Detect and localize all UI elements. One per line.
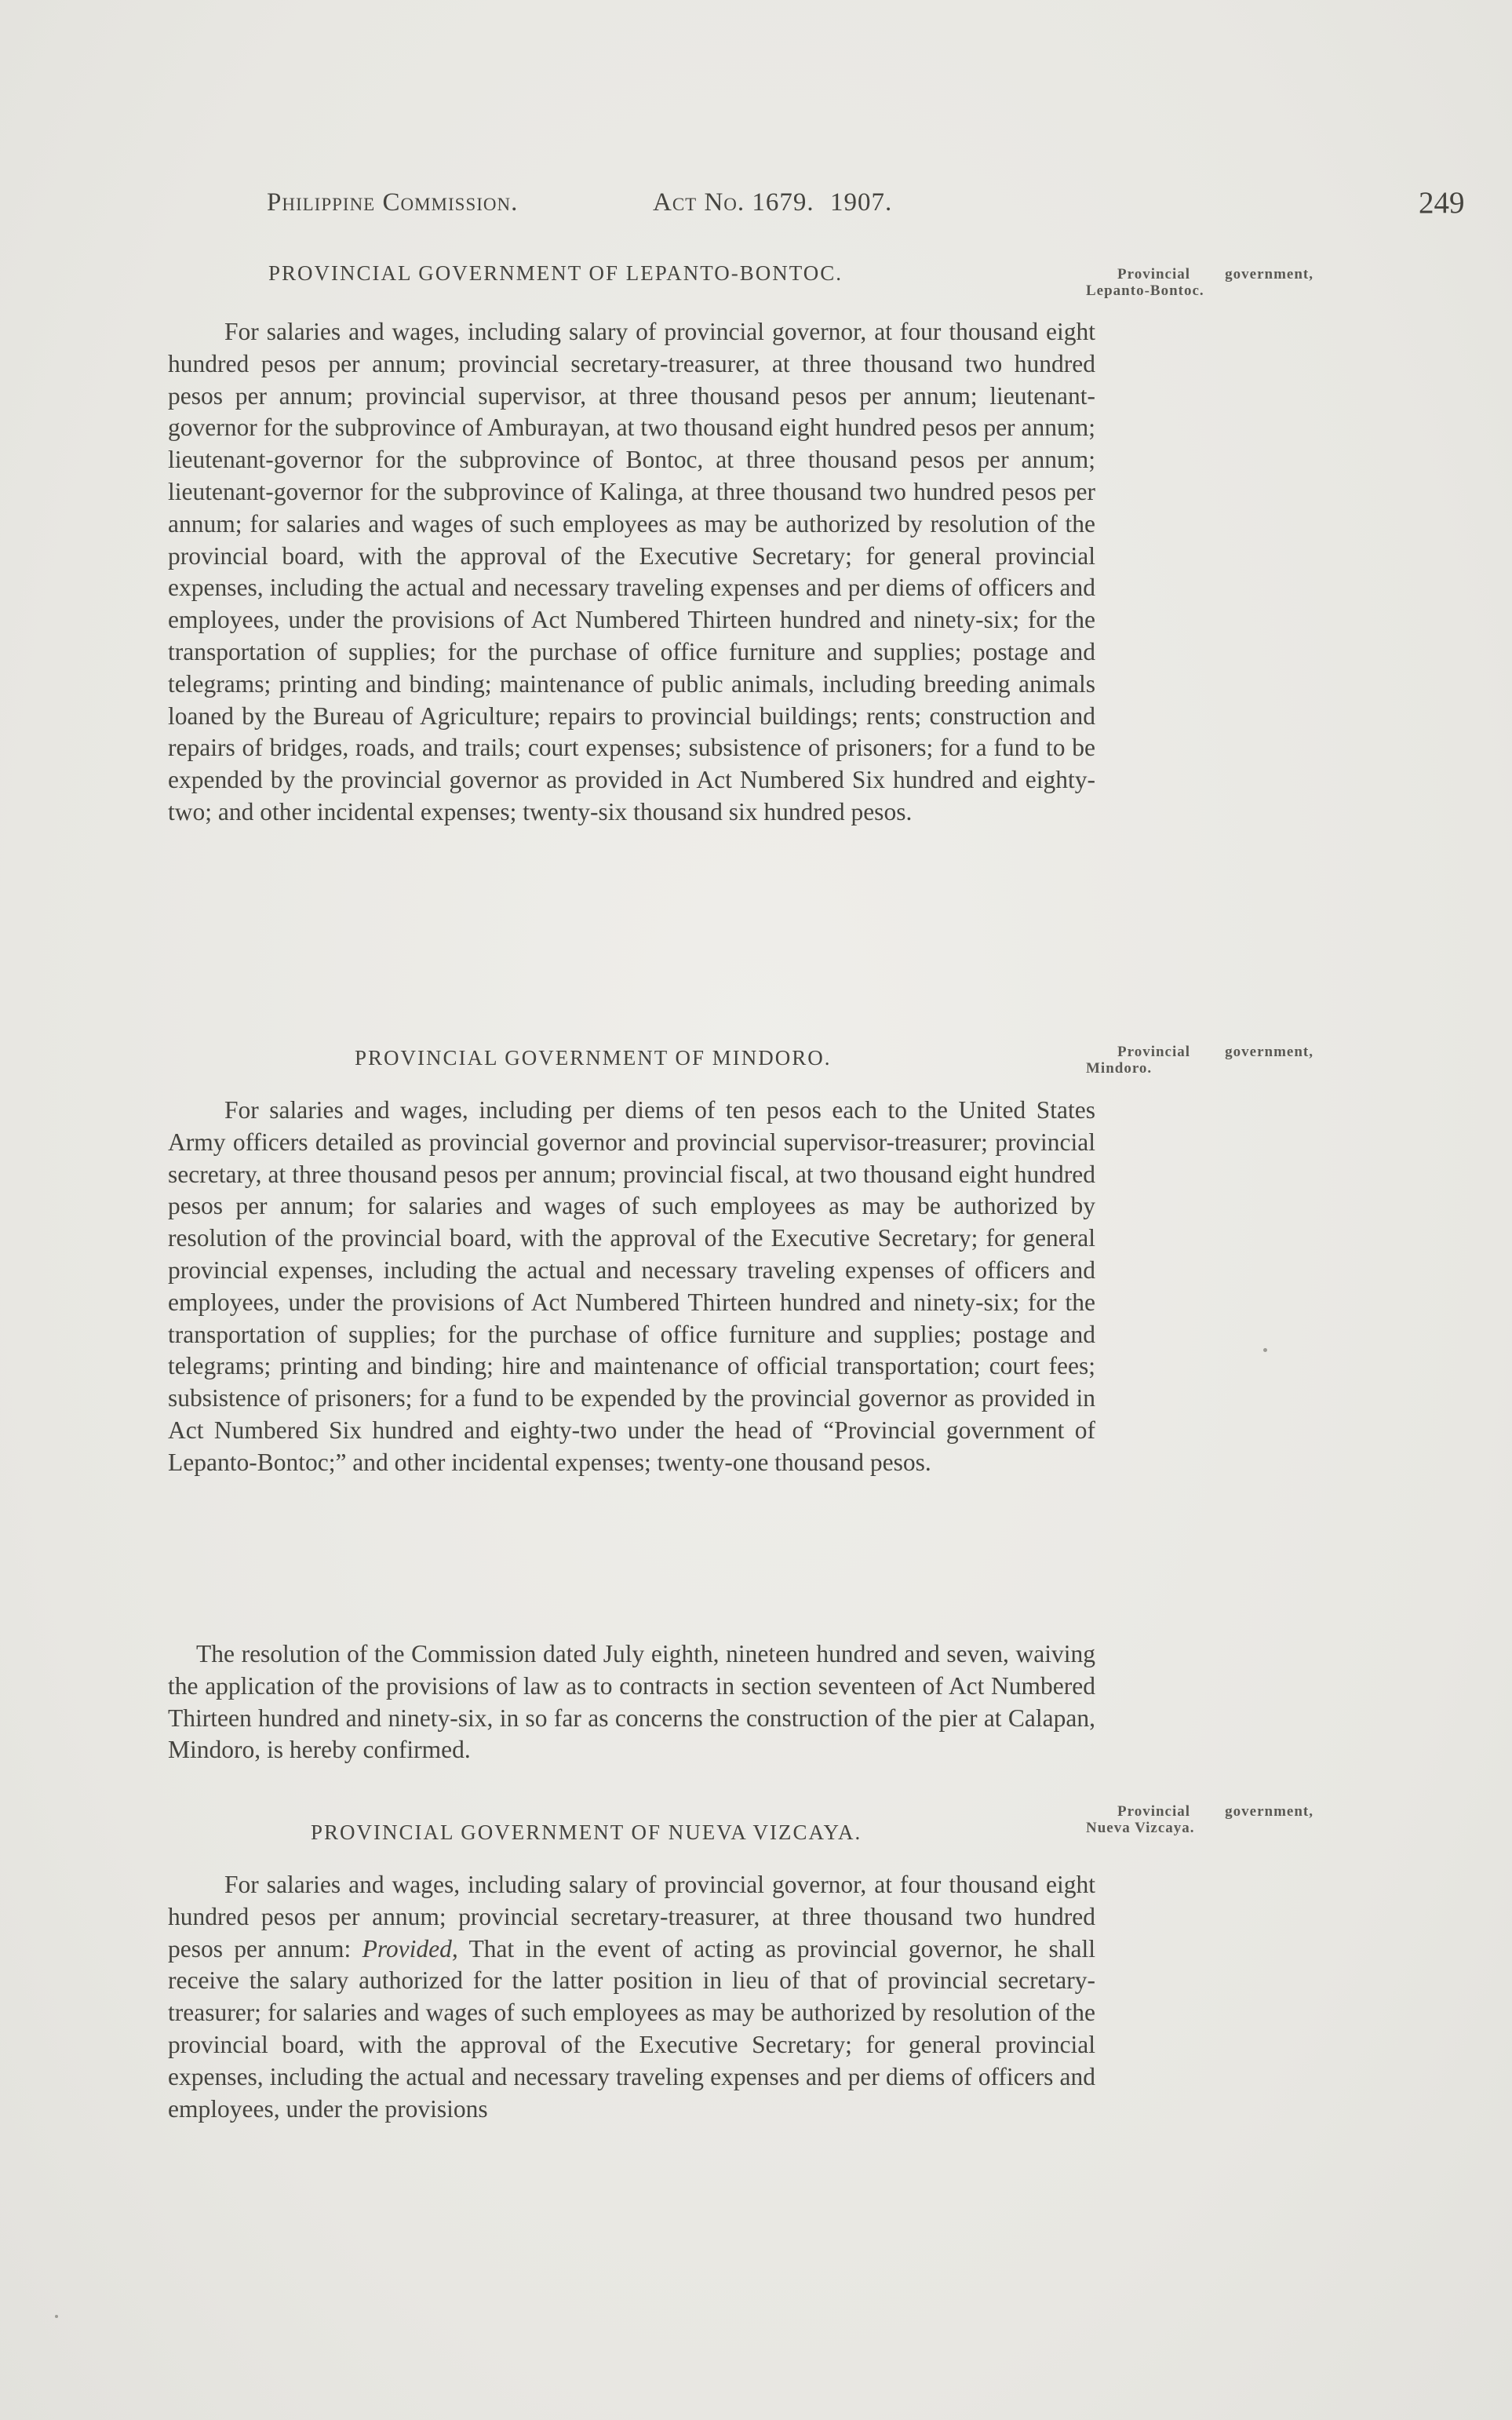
paragraph-mindoro-resolution: The resolution of the Commission dated July eighth, nineteen hundred and seven, waiving the application of the provisions of law as to contracts in section seventeen of Act Numbered Thirteen hundred and ninety-six, in so far as concerns the construction of the pier at Calapan, Mindoro, is hereby confirmed. (168, 1640, 1095, 1764)
margin-note-nueva-vizcaya: Provincial government, Nueva Vizcaya. (1086, 1803, 1313, 1836)
section-heading-mindoro: PROVINCIAL GOVERNMENT OF MINDORO. (355, 1046, 832, 1070)
paragraph-nueva-vizcaya-start: For salaries and wages, including salary of provincial governor, at four thousand eight hundred pesos per annum; provincial secretary-treasurer, at three thousand two hundred pesos per annum: (168, 1871, 1095, 1963)
act-number: Act No. 1679. (653, 188, 814, 217)
paragraph-lepanto-bontoc: For salaries and wages, including salary of provincial governor, at four thousand eight hundred pesos per annum; provincial secretary-treasurer, at three thousand two hundred pesos per annum; provincial supervisor, at three thousand pesos per annum; lieutenant-governor for the subprovince of Amburayan, at two thousand eight hundred pesos per annum; lieutenant-governor for the subprovince of Bontoc, at three thousand pesos per annum; lieutenant-governor for the subprovince of Kalinga, at three thousand two hundred pesos per annum; for salaries and wages of such employees as may be authorized by resolution of the provincial board, with the approval of the Executive Secretary; for general provincial expenses, including the actual and necessary traveling expenses and per diems of officers and employees, under the provisions of Act Numbered Thirteen hundred and ninety-six; for the transportation of supplies; for the purchase of office furniture and supplies; postage and telegrams; printing and binding; maintenance of public animals, including breeding animals loaned by the Bureau of Agriculture; repairs to provincial buildings; rents; construction and repairs of bridges, roads, and trails; court expenses; subsistence of prisoners; for a fund to be expended by the provincial governor as provided in Act Numbered Six hundred and eighty-two; and other incidental expenses; twenty-six thousand six hundred pesos. (168, 318, 1095, 825)
act-year: 1907. (830, 188, 893, 217)
paper-speck (55, 2315, 58, 2318)
paragraph-nueva-vizcaya-end: That in the event of acting as provincial governor, he shall receive the salary authorized for the latter position in lieu of that of provincial secretary-treasurer; for salaries and wages of such employees as may be authorized by resolution of the provincial board, with the approval of the Executive Secretary; for general provincial expenses, including the actual and necessary traveling expenses and per diems of officers and employees, under the provisions (168, 1934, 1096, 2123)
section-heading-lepanto-bontoc: PROVINCIAL GOVERNMENT OF LEPANTO-BONTOC. (268, 261, 843, 285)
provided-clause: Provided, (362, 1934, 458, 1963)
paper-speck (1263, 1348, 1267, 1352)
margin-note-lepanto-bontoc: Provincial government, Lepanto-Bontoc. (1086, 266, 1313, 299)
paragraph-nueva-vizcaya (168, 1869, 1095, 2125)
running-header (267, 188, 1138, 228)
page-number: 249 (1419, 186, 1465, 220)
paragraph-mindoro: For salaries and wages, including per diems of ten pesos each to the United States Army officers detailed as provincial governor and provincial supervisor-treasurer; provincial secretary, at three thousand pesos per annum; provincial fiscal, at two thousand eight hundred pesos per annum; for salaries and wages of such employees as may be authorized by resolution of the provincial board, with the approval of the Executive Secretary; for general provincial expenses, including the actual and necessary traveling expenses of officers and employees, under the provisions of Act Numbered Thirteen hundred and ninety-six; for the transportation of supplies; for the purchase of office furniture and supplies; postage and telegrams; printing and binding; hire and maintenance of official transportation; court fees; subsistence of prisoners; for a fund to be expended by the provincial governor as provided in Act Numbered Six hundred and eighty-two under the head of “Provincial government of Lepanto-Bontoc;” and other incidental expenses; twenty-one thousand pesos. (168, 1096, 1095, 1476)
section-heading-nueva-vizcaya: PROVINCIAL GOVERNMENT OF NUEVA VIZCAYA. (311, 1820, 862, 1844)
margin-note-mindoro: Provincial government, Mindoro. (1086, 1044, 1313, 1077)
running-title: Philippine Commission. (267, 188, 519, 217)
